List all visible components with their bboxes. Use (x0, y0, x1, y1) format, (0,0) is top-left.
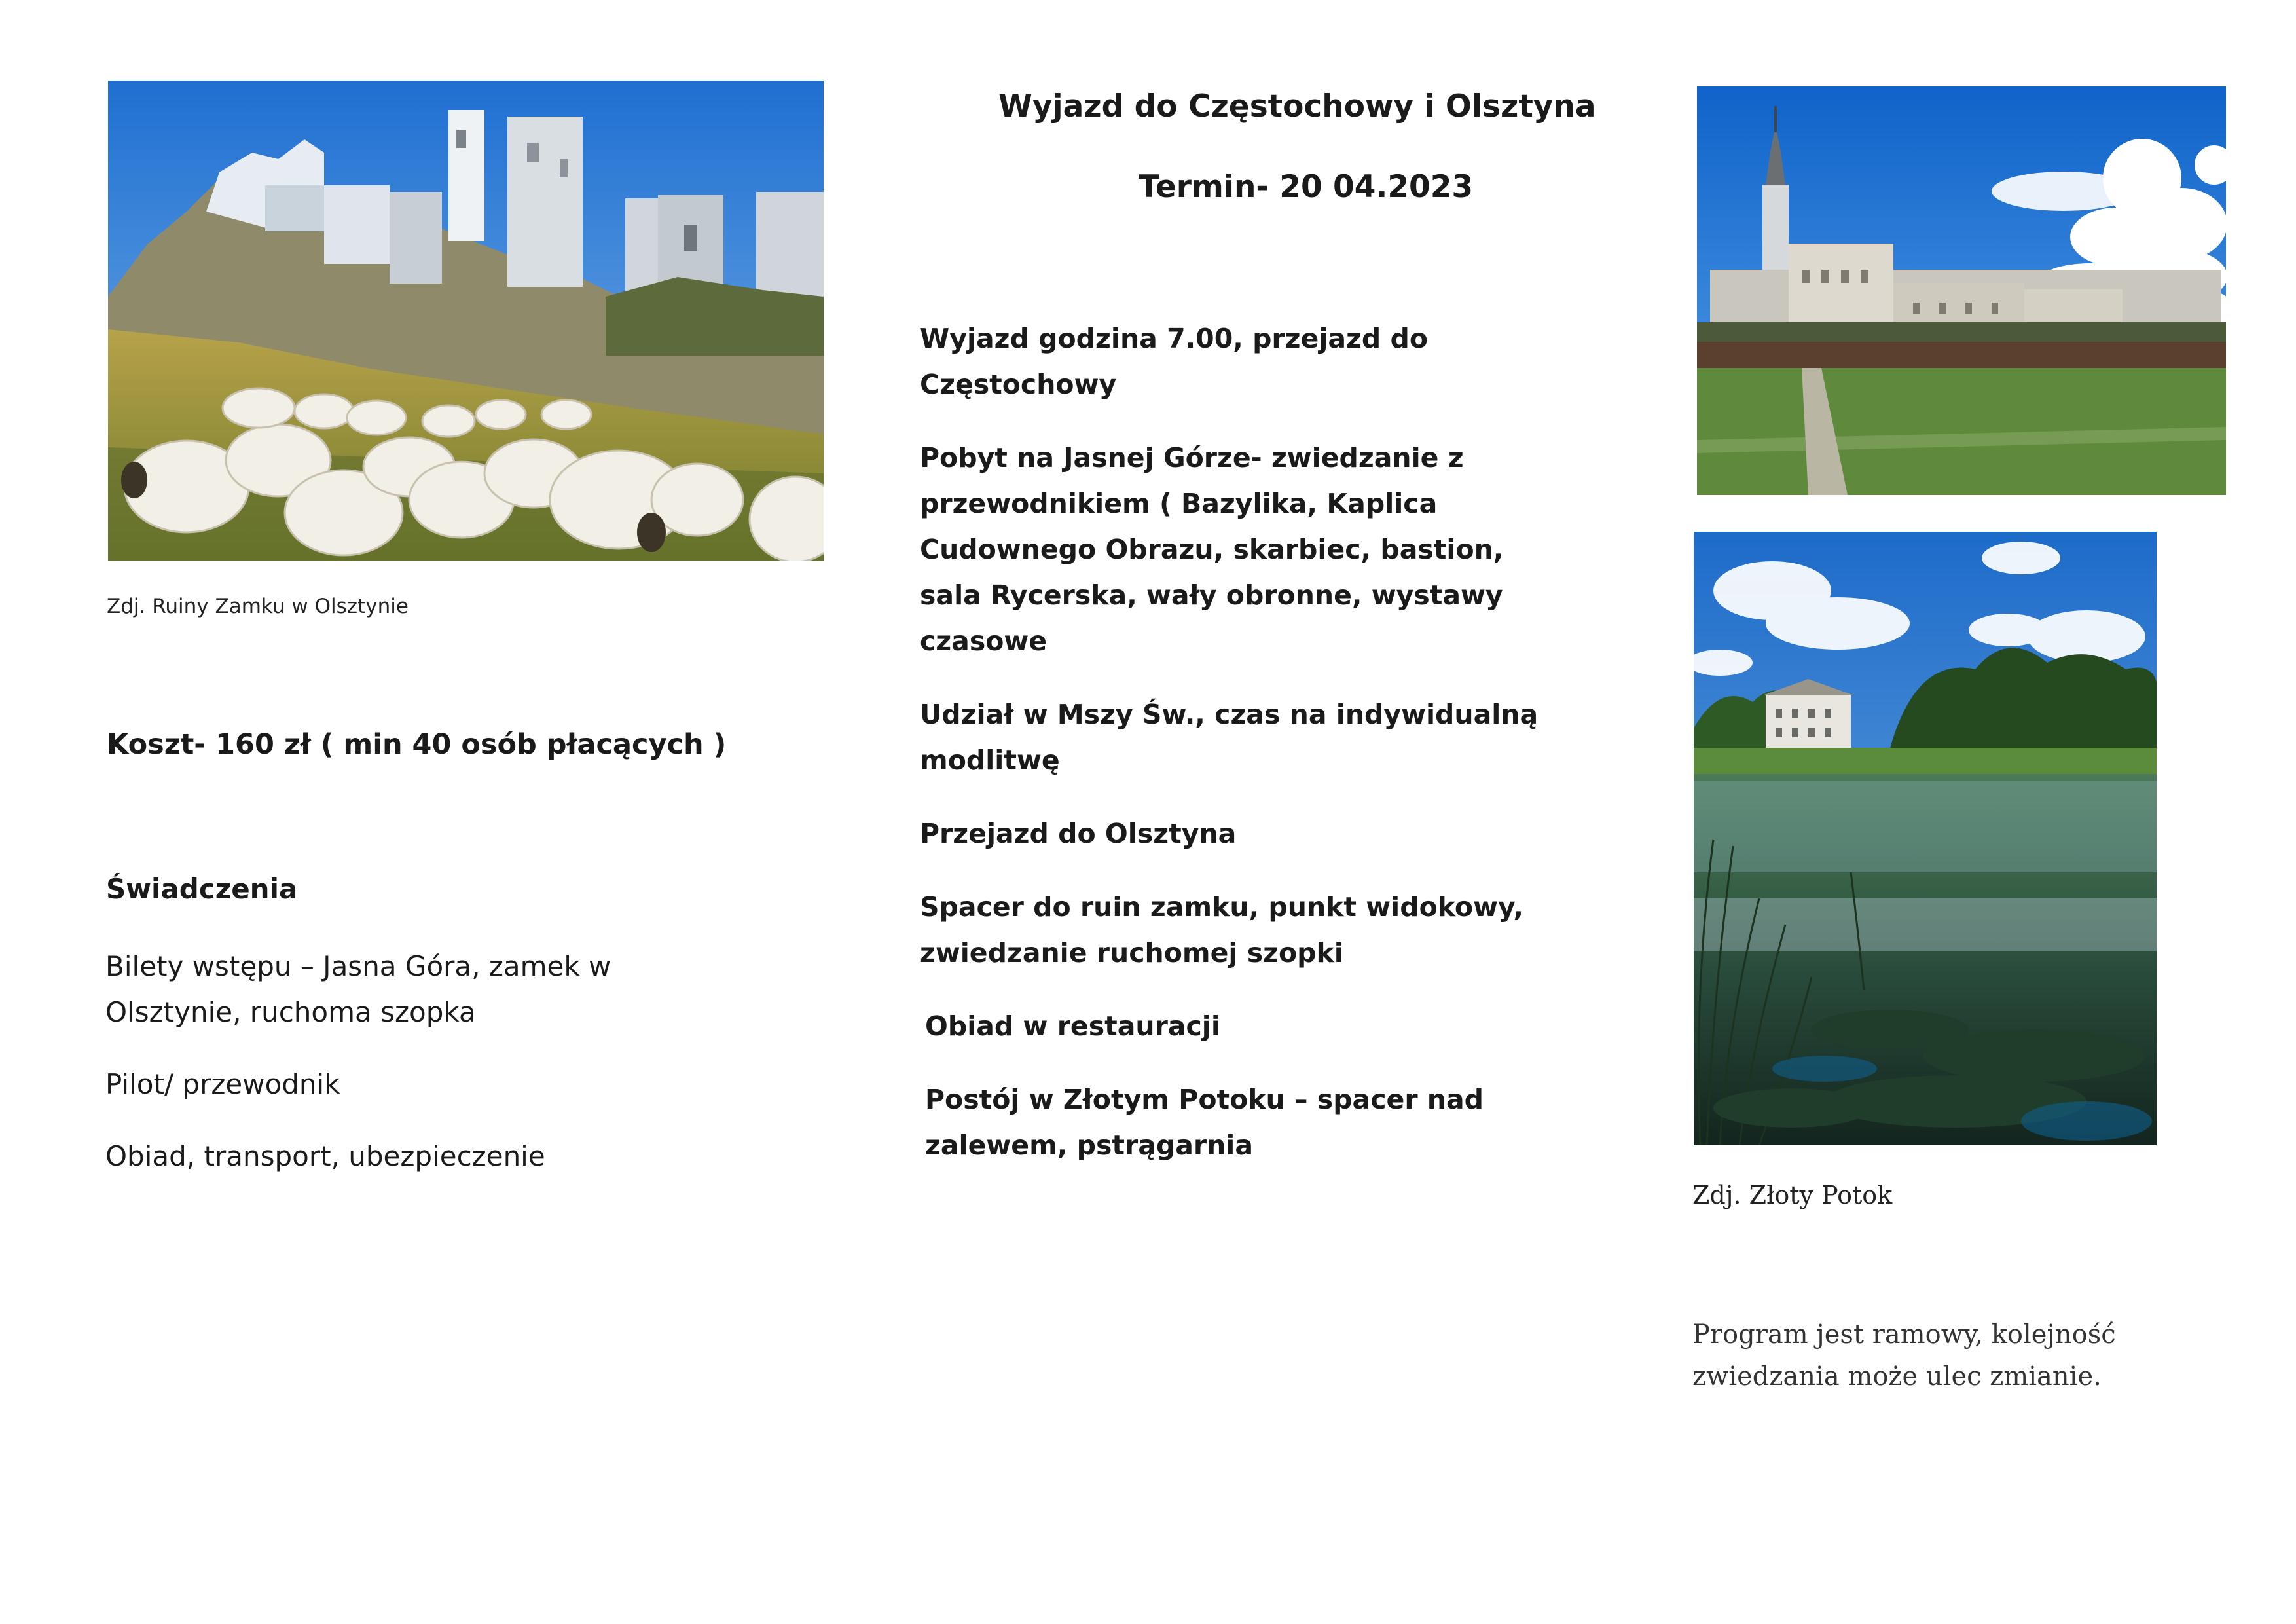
castle-photo-caption: Zdj. Ruiny Zamku w Olsztynie (107, 595, 409, 618)
program-item: Postój w Złotym Potoku – spacer nad zalewem, pstrągarnia (925, 1084, 1484, 1161)
program-item: Obiad w restauracji (925, 1010, 1220, 1042)
program-list (920, 316, 1548, 1168)
service-item: Obiad, transport, ubezpieczenie (105, 1140, 545, 1172)
services-list (105, 944, 616, 1179)
program-item: Wyjazd godzina 7.00, przejazd do Częstochowy (920, 323, 1429, 400)
zloty-potok-photo (1694, 532, 2157, 1145)
trip-date: Termin- 20 04.2023 (1139, 169, 1474, 205)
jasna-gora-photo (1697, 86, 2226, 495)
zloty-potok-caption: Zdj. Złoty Potok (1692, 1181, 1893, 1209)
program-item: Przejazd do Olsztyna (920, 818, 1237, 849)
page-title: Wyjazd do Częstochowy i Olsztyna (998, 88, 1596, 124)
services-heading: Świadczenia (106, 873, 298, 905)
service-item: Bilety wstępu – Jasna Góra, zamek w Olsztynie, ruchoma szopka (105, 950, 611, 1028)
cost-line: Koszt- 160 zł ( min 40 osób płacących ) (107, 728, 727, 761)
program-item: Pobyt na Jasnej Górze- zwiedzanie z przewodnikiem ( Bazylika, Kaplica Cudownego Obrazu, skarbiec, bastion, sala Rycerska, wały obronne, wystawy czasowe (920, 442, 1504, 657)
castle-ruins-photo (108, 81, 824, 561)
program-item: Spacer do ruin zamku, punkt widokowy, zwiedzanie ruchomej szopki (920, 891, 1524, 969)
service-item: Pilot/ przewodnik (105, 1068, 340, 1100)
program-item: Udział w Mszy Św., czas na indywidualną modlitwę (920, 699, 1539, 776)
program-note: Program jest ramowy, kolejność zwiedzania może ulec zmianie. (1692, 1320, 2116, 1392)
